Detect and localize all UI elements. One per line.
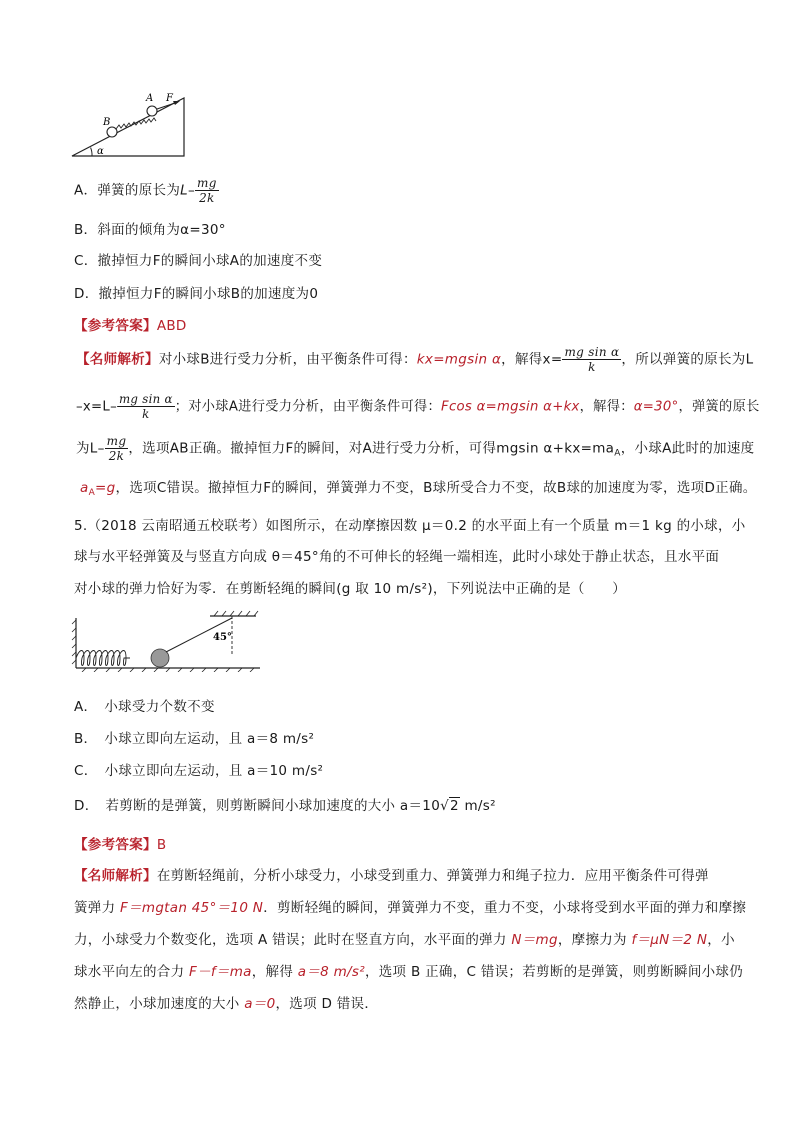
fraction-mg-2k: $\frac{mg}{2k}$ <box>197 176 217 205</box>
q5-option-d: D． 若剪断的是弹簧，则剪断瞬间小球加速度的大小 a＝10√2 m/s² <box>74 798 496 814</box>
q5-analysis-line4: 球水平向左的合力 F－f＝ma，解得 a＝8 m/s²，选项 B 正确，C 错误；若剪断的是弹簧，则剪断瞬间小球仍 <box>74 964 744 980</box>
ceiling-hatch <box>214 611 258 616</box>
q4-analysis-line4: $a_A=g$，选项C错误。撤掉恒力F的瞬间，弹簧弹力不变，B球所受合力不变，故B球的加速度为零，选项D正确。 <box>80 480 757 498</box>
ball-a <box>147 106 157 116</box>
q5-stem-line1: 5.（2018 云南昭通五校联考）如图所示，在动摩擦因数 μ＝0.2 的水平面上有一个质量 m＝1 kg 的小球，小 <box>74 518 746 534</box>
q5-option-c: C． 小球立即向左运动，且 a＝10 m/s² <box>74 763 324 779</box>
q4-analysis-line2: –x=L– $\frac{\text{mg sin α}}{k}$ ；对小球A进行受力分析，由平衡条件可得：Fcos α=mgsin α+kx，解得：α=30°，弹簧的原长 <box>76 392 760 421</box>
q5-stem-line3: 对小球的弹力恰好为零．在剪断轻绳的瞬间(g 取 10 m/s²)，下列说法中正确的是（ ） <box>74 581 627 597</box>
ball-b <box>107 127 117 137</box>
horizontal-spring <box>76 651 130 666</box>
label-alpha: α <box>97 146 104 157</box>
q4-option-a: A．弹簧的原长为L– $\frac{mg}{2k}$ <box>74 176 217 205</box>
q4-option-b: B．斜面的倾角为α=30° <box>74 222 226 238</box>
label-f: F <box>166 93 173 104</box>
q5-option-b: B． 小球立即向左运动，且 a＝8 m/s² <box>74 731 315 747</box>
angle-arc <box>91 148 92 156</box>
q5-option-a: A． 小球受力个数不变 <box>74 699 215 715</box>
label-a: A <box>146 93 154 104</box>
angle-label: 45° <box>213 632 232 643</box>
spring-ball-figure <box>70 610 270 672</box>
q4-answer: 【参考答案】ABD <box>74 318 187 334</box>
fraction-mg-2k-b: $\frac{mg}{2k}$ <box>106 434 127 463</box>
label-b: B <box>103 117 111 128</box>
force-arrowhead <box>173 101 180 105</box>
fraction-mgsin-k-1: $\frac{\text{mg sin α}}{k}$ <box>564 345 620 374</box>
q5-analysis-line1: 【名师解析】在剪断轻绳前，分析小球受力，小球受到重力、弹簧弹力和绳子拉力．应用平衡条件可得弹 <box>74 868 709 884</box>
q4-option-d: D．撤掉恒力F的瞬间小球B的加速度为0 <box>74 286 319 302</box>
q5-answer: 【参考答案】B <box>74 837 167 853</box>
incline-figure <box>70 92 190 158</box>
sqrt-sign: √ <box>440 798 449 814</box>
q4-option-c: C．撤掉恒力F的瞬间小球A的加速度不变 <box>74 253 323 269</box>
q5-stem-line2: 球与水平轻弹簧及与竖直方向成 θ＝45°角的不可伸长的轻绳一端相连，此时小球处于静止状态，且水平面 <box>74 549 720 565</box>
q5-analysis-line3: 力，小球受力个数变化，选项 A 错误；此时在竖直方向，水平面的弹力 N＝mg，摩擦力为 f＝μN＝2 N，小 <box>74 932 735 948</box>
q5-analysis-line2: 簧弹力 F＝mgtan 45°＝10 N．剪断轻绳的瞬间，弹簧弹力不变，重力不变，小球将受到水平面的弹力和摩擦 <box>74 900 747 916</box>
q4-analysis-line3: 为L– $\frac{mg}{2k}$ ，选项AB正确。撤掉恒力F的瞬间，对A进行受力分析，可得mgsin $\alpha+kx=ma_A$，小球A此时的加速度 <box>76 434 755 463</box>
q5-analysis-line5: 然静止，小球加速度的大小 a＝0，选项 D 错误． <box>74 996 379 1012</box>
q4-analysis-line1: 【名师解析】对小球B进行受力分析，由平衡条件可得：kx=mgsin α，解得x= $\frac{\text{mg sin α}}{k}$ ，所以弹簧的原长为L <box>76 345 754 374</box>
fraction-mgsin-k-2: $\frac{\text{mg sin α}}{k}$ <box>118 392 173 421</box>
incline-triangle <box>72 98 184 156</box>
